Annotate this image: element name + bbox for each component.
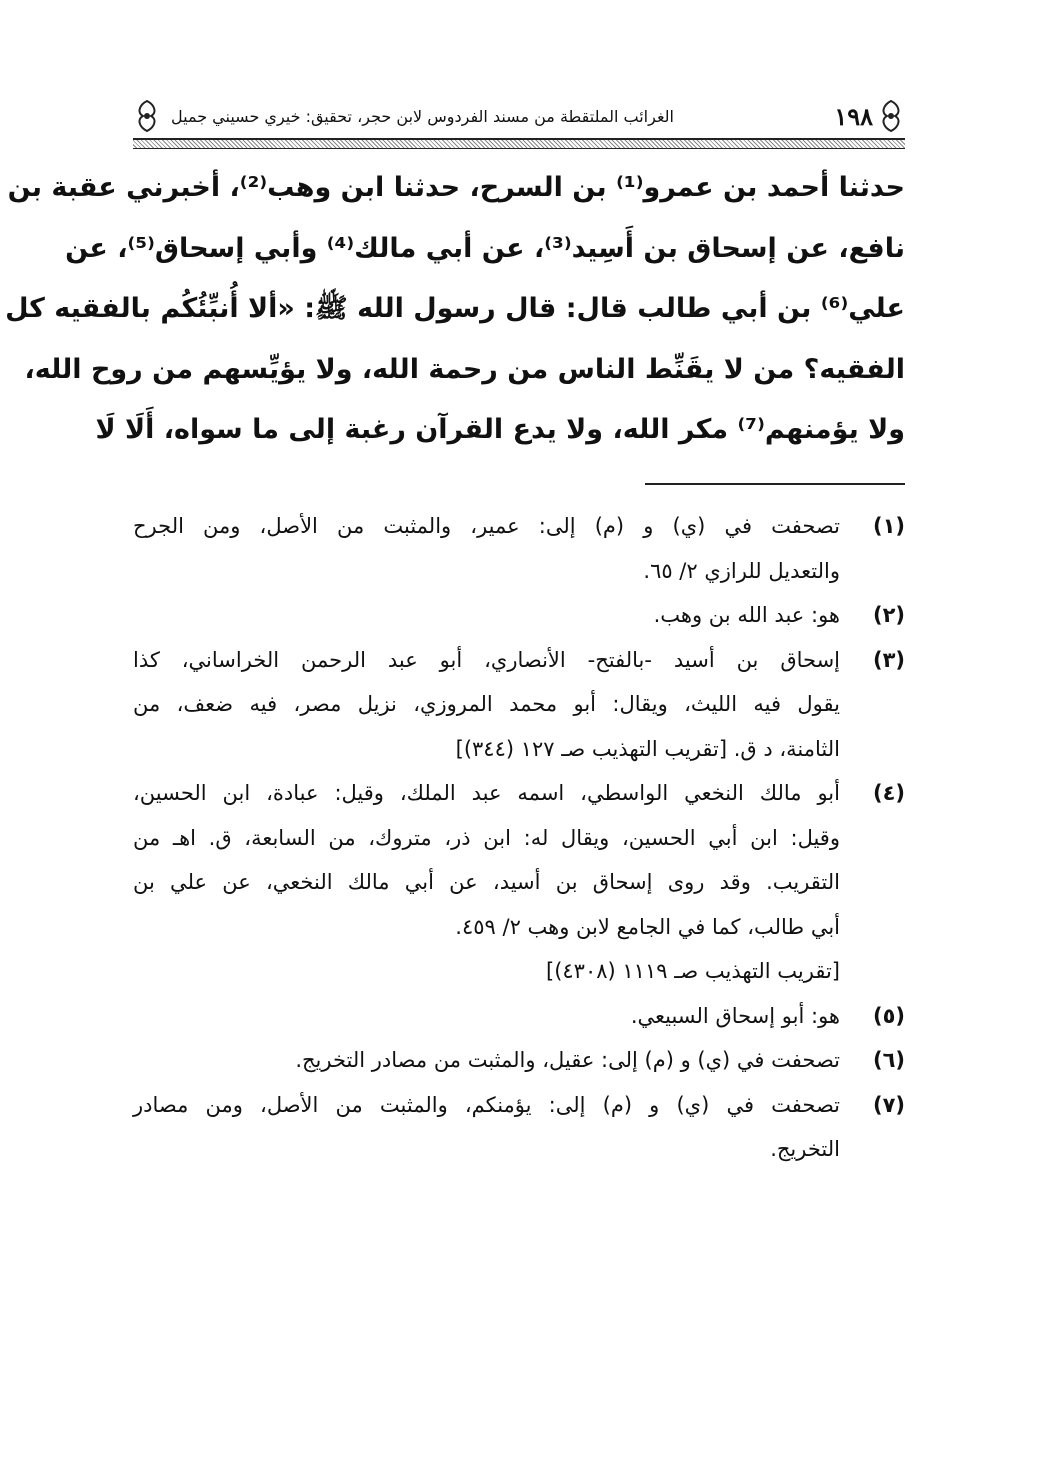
text-line: الفقيه؟ من لا يقَنِّط الناس من رحمة الله، ولا يؤيِّسهم من روح الله، (24, 353, 905, 385)
footnote-line: التقريب. وقد روى إسحاق بن أسيد، عن أبي مالك النخعي، عن علي بن (133, 870, 840, 894)
footnote-line: أبي طالب، كما في الجامع لابن وهب ٢/ ٤٥٩. (455, 914, 840, 939)
footnote-line: هو: أبو إسحاق السبيعي. (630, 1003, 840, 1028)
text-line: حدثنا أحمد بن عمرو⁽¹⁾ بن السرح، حدثنا ابن وهب⁽²⁾، أخبرني عقبة بن (7, 172, 905, 203)
ornament-icon (877, 99, 905, 133)
running-title: الغرائب الملتقطة من مسند الفردوس لابن حجر، تحقيق: خيري حسيني جميل (171, 106, 674, 126)
footnote-number: (٢) (872, 603, 905, 627)
footnote-separator (645, 483, 905, 485)
text-line: علي⁽⁶⁾ بن أبي طالب قال: قال رسول الله ﷺ: «ألا أُنبِّئُكُم بالفقيه كل (5, 293, 905, 324)
footnote-line: وقيل: ابن أبي الحسين، ويقال له: ابن ذر، متروك، من السابعة، ق. اهـ من (133, 825, 840, 850)
footnote (133, 504, 905, 593)
footnotes (133, 504, 905, 1172)
footnote-number: (١) (872, 514, 905, 538)
ornament-icon (133, 99, 161, 133)
footnote-number: (٥) (872, 1003, 905, 1028)
footnote (133, 593, 905, 638)
footnote-line: تصحفت في (ي) و (م) إلى: يؤمنكم، والمثبت من الأصل، ومن مصادر (133, 1092, 840, 1117)
footnote-number: (٤) (872, 781, 905, 805)
text-line: نافع، عن إسحاق بن أَسِيد⁽³⁾، عن أبي مالك⁽⁴⁾ وأبي إسحاق⁽⁵⁾، عن (65, 232, 905, 264)
footnote-line: [تقريب التهذيب صـ ١١١٩ (٤٣٠٨)] (546, 959, 840, 983)
hadith-text (5, 158, 905, 461)
page-header (133, 96, 905, 136)
footnote-line: هو: عبد الله بن وهب. (653, 603, 840, 627)
text-line: ولا يؤمنهم⁽⁷⁾ مكر الله، ولا يدع القرآن رغبة إلى ما سواه، أَلَا لَا (95, 414, 905, 445)
footnote (133, 771, 905, 994)
footnote-line: أبو مالك النخعي الواسطي، اسمه عبد الملك، وقيل: عبادة، ابن الحسين، (133, 781, 840, 805)
footnote-number: (٦) (872, 1048, 905, 1072)
footnote-line: الثامنة، د ق. [تقريب التهذيب صـ ١٢٧ (٣٤٤)] (455, 736, 840, 761)
footnote-line: تصحفت في (ي) و (م) إلى: عمير، والمثبت من الأصل، ومن الجرح (133, 514, 840, 538)
page-number: ١٩٨ (834, 101, 873, 131)
footnote (133, 638, 905, 772)
header-rule (133, 138, 905, 149)
footnote-line: إسحاق بن أسيد -بالفتح- الأنصاري، أبو عبد الرحمن الخراساني، كذا (133, 647, 840, 672)
footnote (133, 1038, 905, 1083)
footnote-line: تصحفت في (ي) و (م) إلى: عقيل، والمثبت من مصادر التخريج. (295, 1048, 840, 1072)
footnote-number: (٣) (872, 647, 905, 672)
footnote (133, 994, 905, 1039)
footnote-line: التخريج. (770, 1137, 840, 1161)
footnote-line: والتعديل للرازي ٢/ ٦٥. (643, 558, 840, 583)
footnote (133, 1083, 905, 1172)
footnote-number: (٧) (872, 1092, 905, 1117)
footnote-line: يقول فيه الليث، ويقال: أبو محمد المروزي، نزيل مصر، فيه ضعف، من (133, 692, 840, 716)
